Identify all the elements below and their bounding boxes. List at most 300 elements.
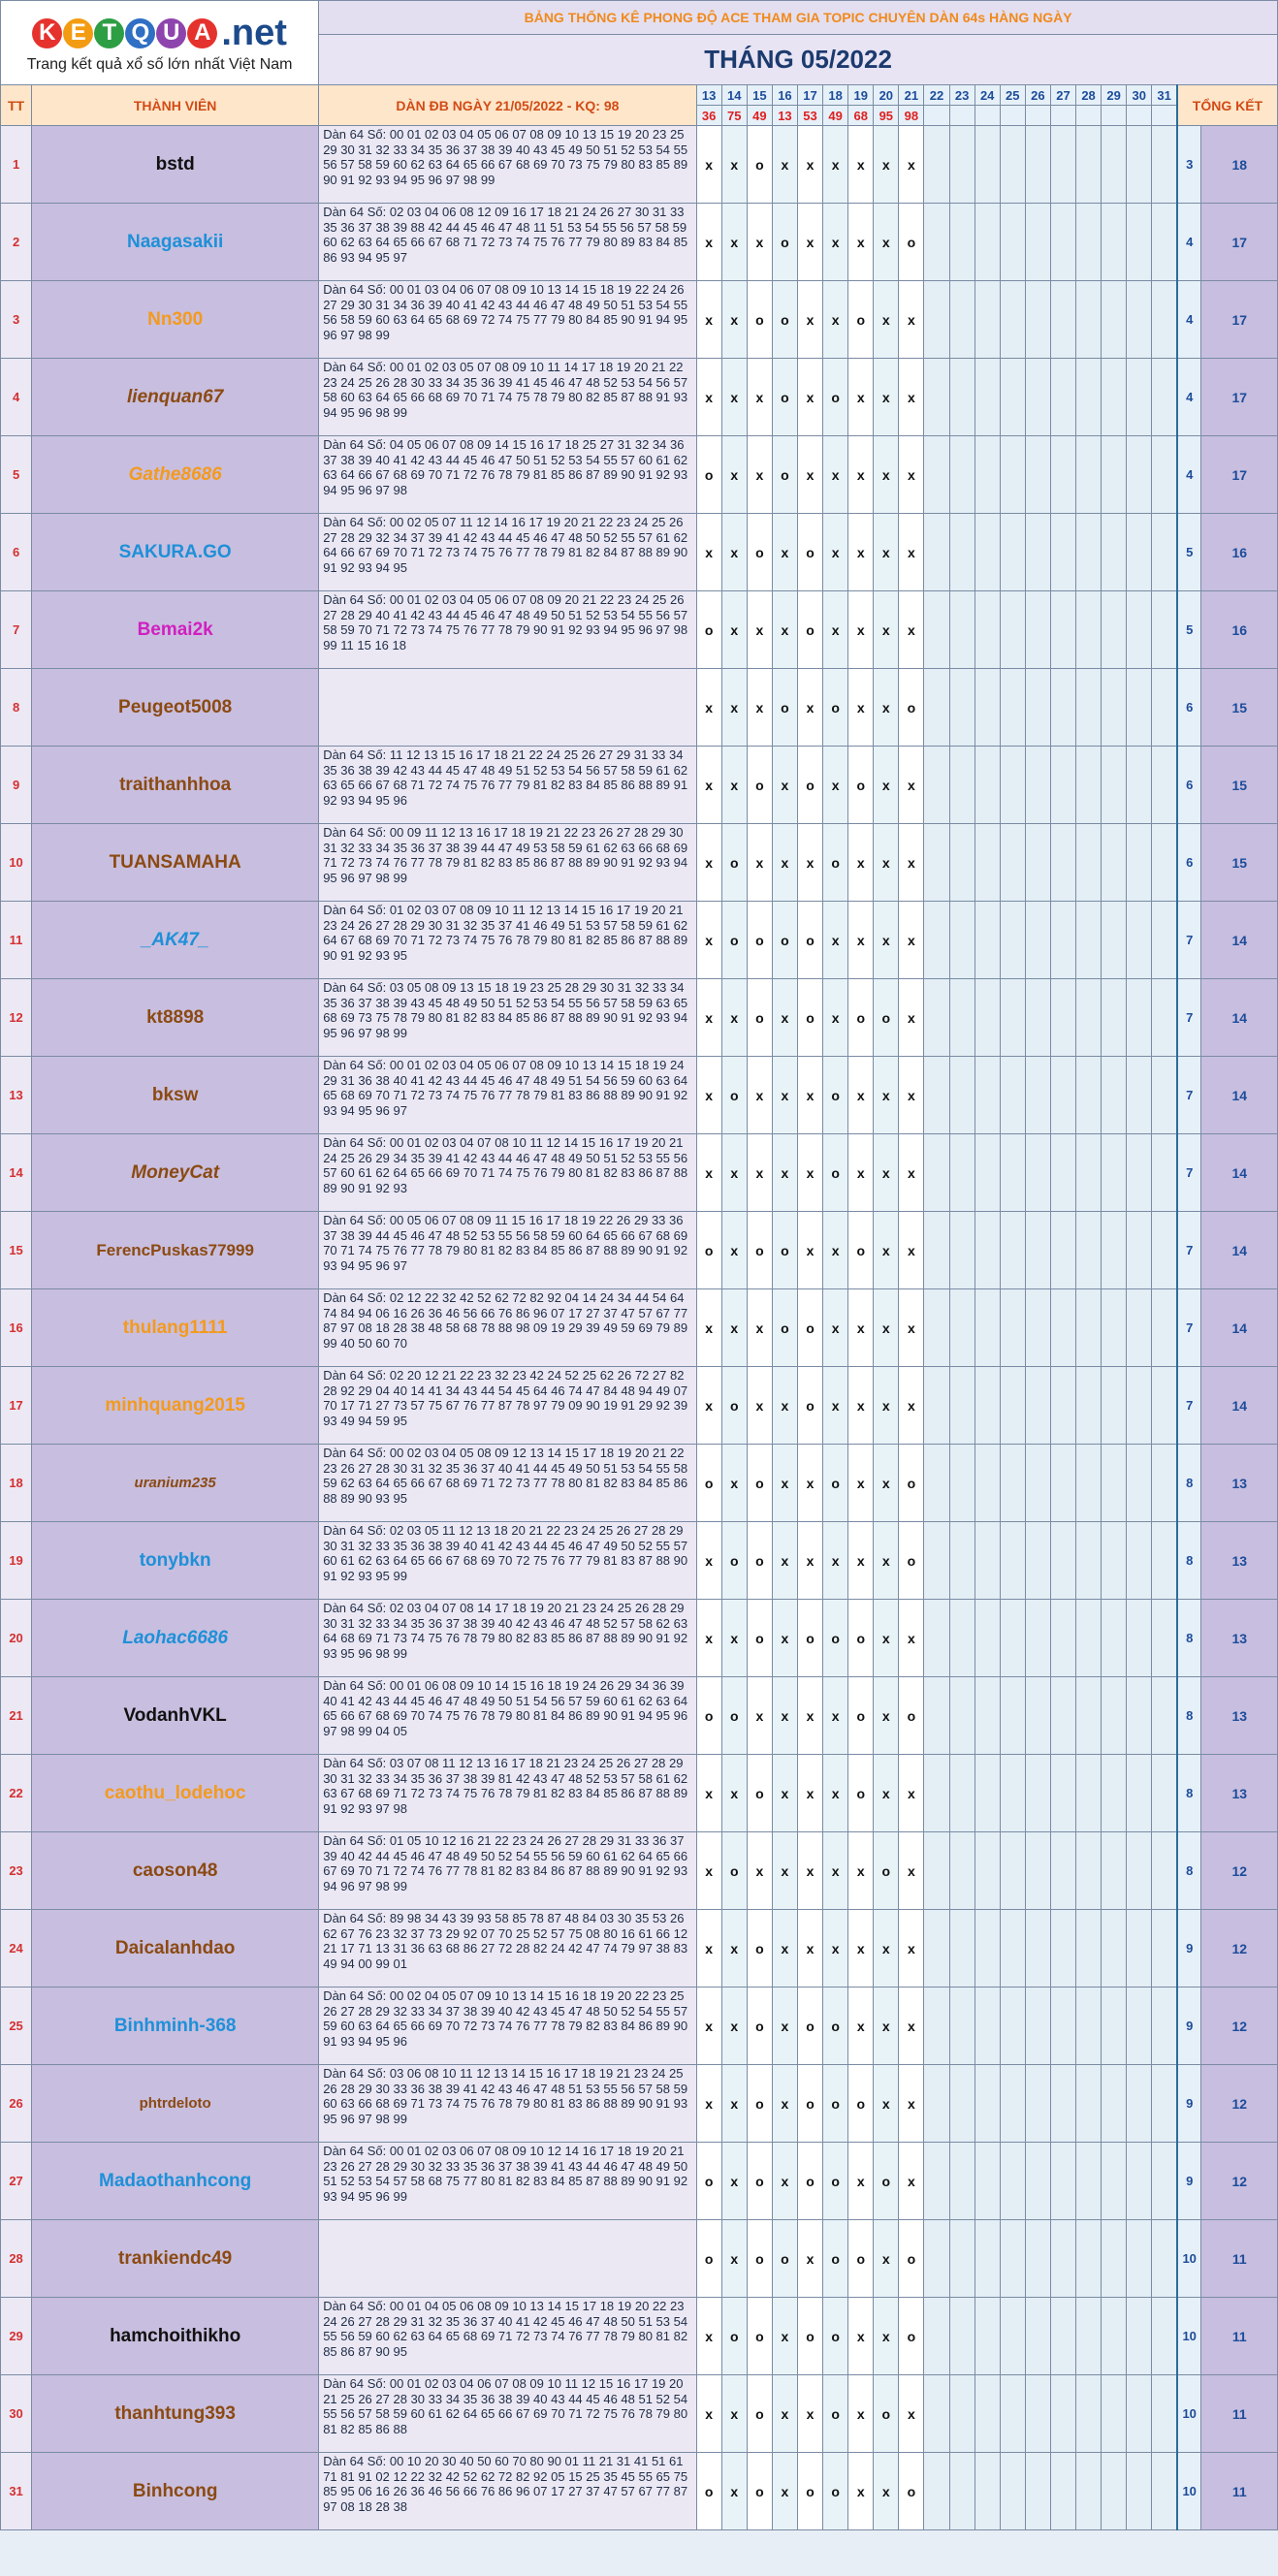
day-mark: x xyxy=(797,669,822,747)
empty-day-cell xyxy=(974,359,1000,436)
member-name[interactable]: minhquang2015 xyxy=(32,1367,319,1445)
empty-day-cell xyxy=(949,2220,974,2298)
empty-day-cell xyxy=(1102,902,1127,979)
hit-count: 7 xyxy=(1177,979,1201,1057)
day-mark: o xyxy=(772,669,797,747)
day-mark: o xyxy=(772,2220,797,2298)
empty-day-cell xyxy=(949,436,974,514)
empty-day-cell xyxy=(1000,2453,1025,2530)
member-name[interactable]: SAKURA.GO xyxy=(32,514,319,591)
empty-day-cell xyxy=(1050,1367,1075,1445)
total-score: 16 xyxy=(1201,591,1278,669)
day-header: 30 xyxy=(1127,85,1152,106)
day-mark: x xyxy=(899,1057,924,1134)
total-score: 15 xyxy=(1201,824,1278,902)
member-dan xyxy=(319,1057,696,1134)
empty-day-cell xyxy=(1152,669,1177,747)
day-header: 21 xyxy=(899,85,924,106)
member-row xyxy=(1,747,1278,824)
member-name[interactable]: caoson48 xyxy=(32,1832,319,1910)
day-header: 23 xyxy=(949,85,974,106)
day-mark: x xyxy=(797,824,822,902)
empty-day-cell xyxy=(1076,2065,1102,2143)
empty-day-cell xyxy=(949,1600,974,1677)
day-mark: x xyxy=(696,1134,721,1212)
dan-text: Dàn 64 Số: 00 05 06 07 08 09 11 15 16 17 18 19 22 26 29 33 36 37 38 39 44 45 46 47 48 52 53 55 56 58 59 60 64 65 66 67 68 69 70 71 74 75 76 77 78 79 80 81 82 83 84 85 86 87 88 89 90 91 92 93 94 95 96 97 xyxy=(323,1213,688,1273)
hit-count: 10 xyxy=(1177,2453,1201,2530)
day-result xyxy=(1102,106,1127,126)
day-mark: o xyxy=(823,1988,848,2065)
total-score: 14 xyxy=(1201,1134,1278,1212)
row-number: 3 xyxy=(1,281,32,359)
empty-day-cell xyxy=(1076,1367,1102,1445)
row-number: 13 xyxy=(1,1057,32,1134)
day-mark: x xyxy=(696,1832,721,1910)
day-mark: o xyxy=(747,514,772,591)
member-name[interactable]: _AK47_ xyxy=(32,902,319,979)
day-mark: x xyxy=(747,1057,772,1134)
member-name[interactable]: Madaothanhcong xyxy=(32,2143,319,2220)
row-number: 10 xyxy=(1,824,32,902)
member-dan xyxy=(319,1367,696,1445)
member-name[interactable]: MoneyCat xyxy=(32,1134,319,1212)
empty-day-cell xyxy=(1025,359,1050,436)
hit-count: 9 xyxy=(1177,1988,1201,2065)
day-mark: o xyxy=(874,1832,899,1910)
row-number: 4 xyxy=(1,359,32,436)
empty-day-cell xyxy=(974,1755,1000,1832)
day-mark: o xyxy=(747,2143,772,2220)
empty-day-cell xyxy=(1076,669,1102,747)
empty-day-cell xyxy=(1102,281,1127,359)
day-header: 20 xyxy=(874,85,899,106)
day-mark: x xyxy=(874,824,899,902)
empty-day-cell xyxy=(1102,126,1127,204)
member-name[interactable]: thulang1111 xyxy=(32,1289,319,1367)
day-mark: x xyxy=(797,1677,822,1755)
day-mark: x xyxy=(874,2298,899,2375)
empty-day-cell xyxy=(1000,1289,1025,1367)
total-score: 13 xyxy=(1201,1755,1278,1832)
day-mark: o xyxy=(696,436,721,514)
total-score: 17 xyxy=(1201,359,1278,436)
empty-day-cell xyxy=(974,2143,1000,2220)
day-result xyxy=(1000,106,1025,126)
day-mark: x xyxy=(823,1910,848,1988)
day-mark: o xyxy=(823,1134,848,1212)
day-mark: x xyxy=(696,1600,721,1677)
day-mark: o xyxy=(899,2453,924,2530)
day-mark: o xyxy=(747,126,772,204)
empty-day-cell xyxy=(1076,747,1102,824)
day-mark: o xyxy=(848,1600,874,1677)
row-number: 27 xyxy=(1,2143,32,2220)
day-mark: x xyxy=(874,1600,899,1677)
day-mark: x xyxy=(874,1522,899,1600)
day-mark: x xyxy=(721,747,747,824)
member-name[interactable]: trankiendc49 xyxy=(32,2220,319,2298)
row-number: 16 xyxy=(1,1289,32,1367)
empty-day-cell xyxy=(1102,1367,1127,1445)
member-dan xyxy=(319,2065,696,2143)
member-dan xyxy=(319,1988,696,2065)
empty-day-cell xyxy=(1102,1057,1127,1134)
day-mark: x xyxy=(848,1367,874,1445)
day-mark: o xyxy=(797,1988,822,2065)
member-row xyxy=(1,1212,1278,1289)
day-mark: x xyxy=(874,514,899,591)
day-mark: o xyxy=(848,281,874,359)
empty-day-cell xyxy=(1000,1988,1025,2065)
member-name[interactable]: caothu_lodehoc xyxy=(32,1755,319,1832)
empty-day-cell xyxy=(974,1134,1000,1212)
member-name[interactable]: Naagasakii xyxy=(32,204,319,281)
member-name[interactable]: bstd xyxy=(32,126,319,204)
logo-letter: Q xyxy=(125,18,155,48)
empty-day-cell xyxy=(1127,514,1152,591)
member-row xyxy=(1,2143,1278,2220)
empty-day-cell xyxy=(1127,1212,1152,1289)
day-mark: x xyxy=(772,747,797,824)
hit-count: 8 xyxy=(1177,1677,1201,1755)
empty-day-cell xyxy=(1152,747,1177,824)
empty-day-cell xyxy=(949,204,974,281)
row-number: 30 xyxy=(1,2375,32,2453)
empty-day-cell xyxy=(1025,1212,1050,1289)
day-mark: x xyxy=(899,281,924,359)
dan-text: Dàn 64 Số: 00 02 05 07 11 12 14 16 17 19 20 21 22 23 24 25 26 27 28 29 32 34 37 39 41 42 43 44 45 46 47 48 50 52 55 57 61 62 64 66 67 69 70 71 72 73 74 75 76 77 78 79 81 82 84 87 88 89 90 91 92 93 94 95 xyxy=(323,515,688,575)
day-header: 18 xyxy=(823,85,848,106)
row-number: 2 xyxy=(1,204,32,281)
empty-day-cell xyxy=(974,979,1000,1057)
empty-day-cell xyxy=(1152,1367,1177,1445)
day-mark: x xyxy=(874,1134,899,1212)
member-name[interactable]: VodanhVKL xyxy=(32,1677,319,1755)
day-mark: x xyxy=(874,126,899,204)
empty-day-cell xyxy=(949,514,974,591)
row-number: 19 xyxy=(1,1522,32,1600)
day-mark: x xyxy=(899,824,924,902)
day-mark: x xyxy=(823,1522,848,1600)
empty-day-cell xyxy=(1050,1134,1075,1212)
day-mark: o xyxy=(848,747,874,824)
day-mark: x xyxy=(772,1134,797,1212)
empty-day-cell xyxy=(949,1134,974,1212)
empty-day-cell xyxy=(974,1289,1000,1367)
logo-letter: K xyxy=(32,18,62,48)
day-mark: x xyxy=(696,669,721,747)
empty-day-cell xyxy=(924,669,949,747)
day-mark: o xyxy=(772,204,797,281)
empty-day-cell xyxy=(1000,2298,1025,2375)
empty-day-cell xyxy=(974,2220,1000,2298)
dan-text: Dàn 64 Số: 00 10 20 30 40 50 60 70 80 90 01 11 21 31 41 51 61 71 81 91 02 12 22 32 42 52 62 72 82 92 05 15 25 35 45 55 65 75 85 95 06 16 26 36 46 56 66 76 86 96 07 17 27 37 47 57 67 77 87 97 08 18 28 38 xyxy=(323,2454,688,2514)
member-row xyxy=(1,824,1278,902)
day-mark: x xyxy=(823,204,848,281)
empty-day-cell xyxy=(1102,669,1127,747)
member-name[interactable]: thanhtung393 xyxy=(32,2375,319,2453)
empty-day-cell xyxy=(924,1212,949,1289)
day-mark: x xyxy=(696,1755,721,1832)
member-row xyxy=(1,204,1278,281)
member-row xyxy=(1,1522,1278,1600)
logo-letter: A xyxy=(187,18,217,48)
empty-day-cell xyxy=(1102,2143,1127,2220)
day-mark: x xyxy=(848,1057,874,1134)
logo[interactable] xyxy=(1,1,319,85)
empty-day-cell xyxy=(1102,979,1127,1057)
banner-title: BẢNG THỐNG KÊ PHONG ĐỘ ACE THAM GIA TOPIC CHUYÊN DÀN 64s HÀNG NGÀY xyxy=(319,1,1278,35)
dan-text: Dàn 64 Số: 00 01 06 08 09 10 14 15 16 18 19 24 26 29 34 36 39 40 41 42 43 44 45 46 47 48 49 50 51 54 56 57 59 60 61 62 63 64 65 66 67 68 69 70 74 75 76 78 79 80 81 84 86 89 90 91 94 95 96 97 98 99 04 05 xyxy=(323,1678,688,1738)
day-mark: o xyxy=(797,514,822,591)
day-mark: x xyxy=(721,1445,747,1522)
day-mark: x xyxy=(874,1057,899,1134)
member-row xyxy=(1,1367,1278,1445)
member-dan xyxy=(319,1755,696,1832)
empty-day-cell xyxy=(924,1832,949,1910)
day-header: 13 xyxy=(696,85,721,106)
day-result xyxy=(1076,106,1102,126)
empty-day-cell xyxy=(1102,2375,1127,2453)
day-mark: x xyxy=(747,1134,772,1212)
day-result: 49 xyxy=(823,106,848,126)
total-score: 11 xyxy=(1201,2453,1278,2530)
empty-day-cell xyxy=(1025,1832,1050,1910)
member-dan xyxy=(319,1600,696,1677)
day-result xyxy=(1152,106,1177,126)
empty-day-cell xyxy=(974,2453,1000,2530)
empty-day-cell xyxy=(1000,2220,1025,2298)
day-result xyxy=(949,106,974,126)
member-name[interactable]: Nn300 xyxy=(32,281,319,359)
empty-day-cell xyxy=(1050,824,1075,902)
day-mark: x xyxy=(797,126,822,204)
member-name[interactable]: lienquan67 xyxy=(32,359,319,436)
day-mark: x xyxy=(696,514,721,591)
day-mark: o xyxy=(696,2220,721,2298)
empty-day-cell xyxy=(974,2298,1000,2375)
empty-day-cell xyxy=(1102,1600,1127,1677)
day-mark: x xyxy=(848,1910,874,1988)
empty-day-cell xyxy=(949,591,974,669)
empty-day-cell xyxy=(1127,359,1152,436)
day-mark: o xyxy=(772,902,797,979)
day-mark: x xyxy=(874,591,899,669)
empty-day-cell xyxy=(1127,1600,1152,1677)
day-mark: x xyxy=(797,359,822,436)
member-name[interactable]: hamchoithikho xyxy=(32,2298,319,2375)
day-mark: x xyxy=(874,2220,899,2298)
empty-day-cell xyxy=(1076,359,1102,436)
row-number: 29 xyxy=(1,2298,32,2375)
hit-count: 8 xyxy=(1177,1445,1201,1522)
day-mark: x xyxy=(874,1910,899,1988)
empty-day-cell xyxy=(1076,1988,1102,2065)
empty-day-cell xyxy=(1025,669,1050,747)
member-row xyxy=(1,1677,1278,1755)
day-mark: x xyxy=(721,1212,747,1289)
day-mark: x xyxy=(797,1212,822,1289)
day-mark: x xyxy=(747,359,772,436)
day-mark: o xyxy=(696,1212,721,1289)
hit-count: 4 xyxy=(1177,204,1201,281)
day-mark: o xyxy=(848,2065,874,2143)
empty-day-cell xyxy=(1102,1289,1127,1367)
empty-day-cell xyxy=(924,1677,949,1755)
empty-day-cell xyxy=(1050,669,1075,747)
day-mark: o xyxy=(848,1212,874,1289)
member-name[interactable]: Binhminh-368 xyxy=(32,1988,319,2065)
tt-header: TT xyxy=(1,85,32,126)
day-mark: o xyxy=(696,591,721,669)
member-row xyxy=(1,1600,1278,1677)
member-row xyxy=(1,669,1278,747)
dan-text: Dàn 64 Số: 01 02 03 07 08 09 10 11 12 13 14 15 16 17 19 20 21 23 24 26 27 28 29 30 31 32 35 37 41 46 49 51 53 57 58 59 61 62 64 67 68 69 70 71 72 73 74 75 76 78 79 80 81 82 85 86 87 88 89 90 91 92 93 95 xyxy=(323,903,688,963)
day-mark: x xyxy=(899,359,924,436)
day-mark: o xyxy=(848,1755,874,1832)
empty-day-cell xyxy=(1152,2375,1177,2453)
day-result xyxy=(1025,106,1050,126)
hit-count: 4 xyxy=(1177,436,1201,514)
empty-day-cell xyxy=(1076,1134,1102,1212)
empty-day-cell xyxy=(949,1367,974,1445)
day-mark: o xyxy=(721,2298,747,2375)
dan-text: Dàn 64 Số: 00 01 02 03 04 05 06 07 08 09 20 21 22 23 24 25 26 27 28 29 40 41 42 43 44 45 46 47 48 49 50 51 52 53 54 55 56 57 58 59 70 71 72 73 74 75 76 77 78 79 90 91 92 93 94 95 96 97 98 99 11 15 16 18 xyxy=(323,592,688,652)
hit-count: 10 xyxy=(1177,2220,1201,2298)
dan-text: Dàn 64 Số: 02 20 12 21 22 23 32 23 42 24 52 25 62 26 72 27 82 28 92 29 04 40 14 41 34 43 44 54 45 64 46 74 47 84 48 94 49 07 70 17 71 27 73 57 75 67 76 77 87 78 97 79 09 90 19 91 29 92 39 93 49 94 59 95 xyxy=(323,1368,688,1428)
day-mark: x xyxy=(696,2298,721,2375)
empty-day-cell xyxy=(1102,1522,1127,1600)
empty-day-cell xyxy=(1152,1445,1177,1522)
empty-day-cell xyxy=(1102,1445,1127,1522)
row-number: 23 xyxy=(1,1832,32,1910)
total-score: 14 xyxy=(1201,1367,1278,1445)
day-mark: o xyxy=(747,1600,772,1677)
day-mark: o xyxy=(823,2298,848,2375)
member-name[interactable]: phtrdeloto xyxy=(32,2065,319,2143)
day-mark: x xyxy=(747,669,772,747)
day-mark: o xyxy=(797,2065,822,2143)
empty-day-cell xyxy=(974,1600,1000,1677)
empty-day-cell xyxy=(1102,1212,1127,1289)
day-mark: x xyxy=(823,1212,848,1289)
member-dan xyxy=(319,436,696,514)
member-name[interactable]: Binhcong xyxy=(32,2453,319,2530)
day-mark: o xyxy=(696,1677,721,1755)
empty-day-cell xyxy=(1000,1212,1025,1289)
member-dan xyxy=(319,2143,696,2220)
empty-day-cell xyxy=(1102,1134,1127,1212)
empty-day-cell xyxy=(974,1367,1000,1445)
empty-day-cell xyxy=(949,1832,974,1910)
member-name[interactable]: uranium235 xyxy=(32,1445,319,1522)
row-number: 24 xyxy=(1,1910,32,1988)
empty-day-cell xyxy=(1000,902,1025,979)
empty-day-cell xyxy=(1152,436,1177,514)
day-mark: x xyxy=(772,2375,797,2453)
hit-count: 8 xyxy=(1177,1755,1201,1832)
day-result: 49 xyxy=(747,106,772,126)
member-name[interactable]: kt8898 xyxy=(32,979,319,1057)
empty-day-cell xyxy=(1127,591,1152,669)
member-name[interactable]: tonybkn xyxy=(32,1522,319,1600)
empty-day-cell xyxy=(974,1832,1000,1910)
day-mark: x xyxy=(772,2453,797,2530)
empty-day-cell xyxy=(949,1988,974,2065)
day-mark: x xyxy=(874,436,899,514)
day-mark: x xyxy=(696,126,721,204)
member-name[interactable]: FerencPuskas77999 xyxy=(32,1212,319,1289)
dan-header: DÀN ĐB NGÀY 21/05/2022 - KQ: 98 xyxy=(319,85,696,126)
empty-day-cell xyxy=(1000,747,1025,824)
member-dan xyxy=(319,1289,696,1367)
total-score: 15 xyxy=(1201,747,1278,824)
day-result: 95 xyxy=(874,106,899,126)
empty-day-cell xyxy=(1025,1134,1050,1212)
hit-count: 6 xyxy=(1177,747,1201,824)
day-header: 19 xyxy=(848,85,874,106)
hit-count: 4 xyxy=(1177,281,1201,359)
empty-day-cell xyxy=(1025,1522,1050,1600)
member-name[interactable]: bksw xyxy=(32,1057,319,1134)
empty-day-cell xyxy=(1076,2143,1102,2220)
empty-day-cell xyxy=(1152,126,1177,204)
empty-day-cell xyxy=(1102,2453,1127,2530)
member-name[interactable]: Bemai2k xyxy=(32,591,319,669)
day-mark: x xyxy=(721,2065,747,2143)
empty-day-cell xyxy=(1076,514,1102,591)
day-mark: x xyxy=(848,902,874,979)
empty-day-cell xyxy=(1152,1522,1177,1600)
day-mark: o xyxy=(747,2298,772,2375)
day-mark: o xyxy=(874,2375,899,2453)
day-mark: x xyxy=(696,1367,721,1445)
day-mark: x xyxy=(874,281,899,359)
member-name[interactable]: TUANSAMAHA xyxy=(32,824,319,902)
day-mark: o xyxy=(721,1367,747,1445)
day-mark: x xyxy=(848,2143,874,2220)
day-mark: x xyxy=(848,359,874,436)
empty-day-cell xyxy=(1102,359,1127,436)
total-score: 13 xyxy=(1201,1600,1278,1677)
member-dan xyxy=(319,2220,696,2298)
empty-day-cell xyxy=(974,747,1000,824)
day-mark: x xyxy=(747,1367,772,1445)
member-row xyxy=(1,2375,1278,2453)
empty-day-cell xyxy=(924,436,949,514)
total-score: 13 xyxy=(1201,1522,1278,1600)
dan-text: Dàn 64 Số: 00 01 02 03 04 05 06 07 08 09 10 13 15 19 20 23 25 29 30 31 32 33 34 35 36 37 38 39 40 43 45 49 50 51 52 53 54 55 56 57 58 59 60 62 63 64 65 66 67 68 69 70 73 75 79 80 83 85 89 90 91 92 93 94 95 96 97 98 99 xyxy=(323,127,688,187)
day-mark: x xyxy=(772,1677,797,1755)
day-mark: o xyxy=(747,747,772,824)
day-mark: x xyxy=(899,514,924,591)
member-name[interactable]: Daicalanhdao xyxy=(32,1910,319,1988)
empty-day-cell xyxy=(1076,204,1102,281)
member-name[interactable]: Peugeot5008 xyxy=(32,669,319,747)
day-result: 53 xyxy=(797,106,822,126)
day-mark: o xyxy=(797,979,822,1057)
member-name[interactable]: Gathe8686 xyxy=(32,436,319,514)
day-mark: o xyxy=(747,1988,772,2065)
empty-day-cell xyxy=(1050,2065,1075,2143)
row-number: 12 xyxy=(1,979,32,1057)
member-name[interactable]: Laohac6686 xyxy=(32,1600,319,1677)
day-result xyxy=(974,106,1000,126)
member-name[interactable]: traithanhhoa xyxy=(32,747,319,824)
day-mark: x xyxy=(874,1289,899,1367)
day-mark: x xyxy=(721,1910,747,1988)
day-mark: x xyxy=(899,126,924,204)
